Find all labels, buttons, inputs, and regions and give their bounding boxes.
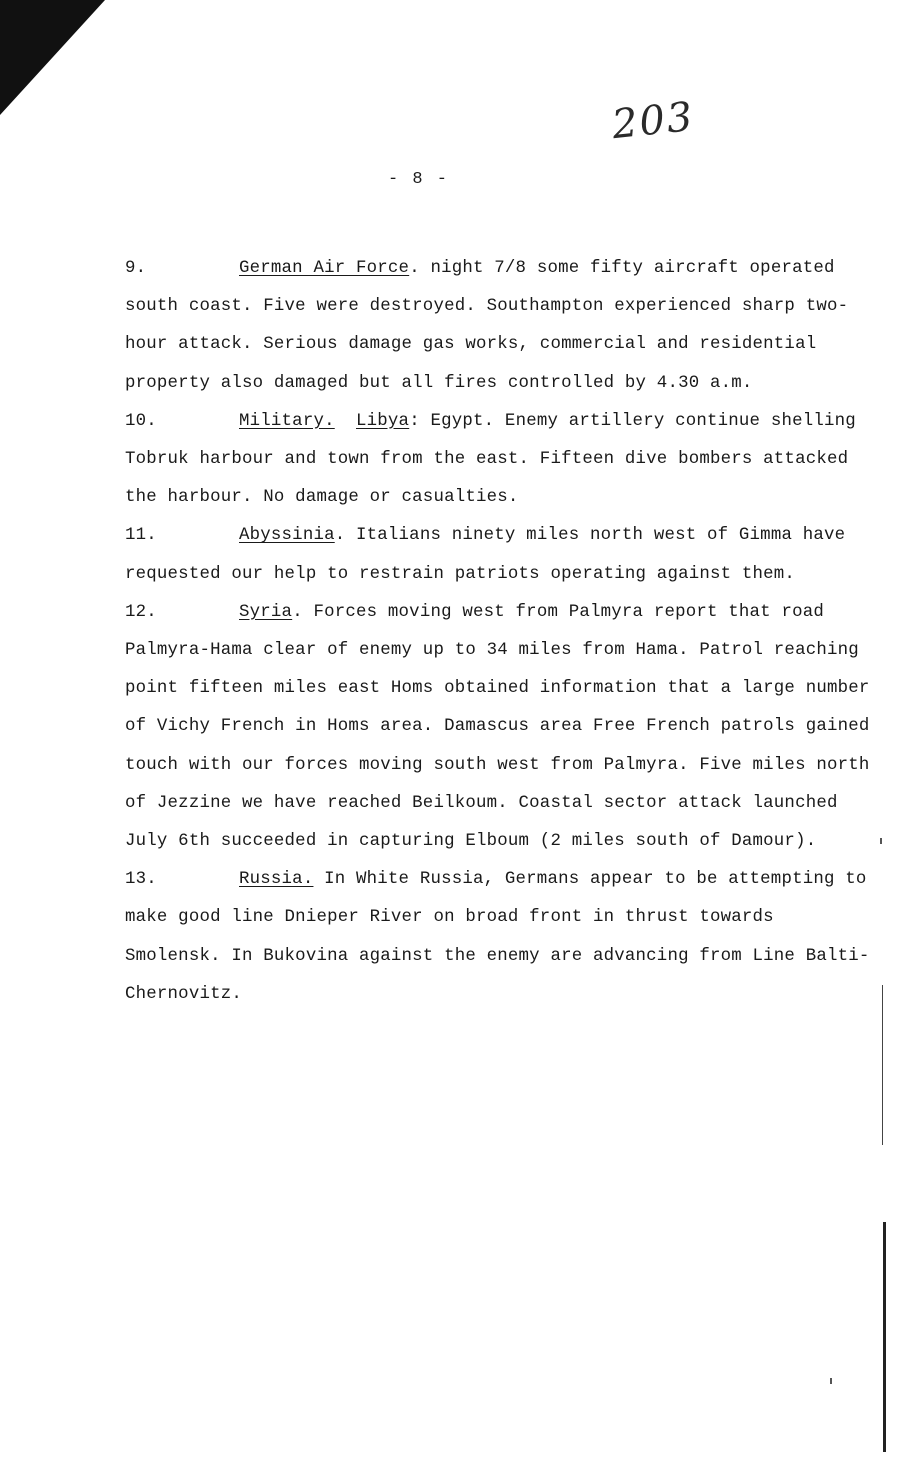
scan-speck: [830, 1378, 832, 1384]
scan-margin-line: [883, 1222, 886, 1452]
paragraph-text: . night 7/8 some fifty aircraft operated south coast. Five were destroyed. Southampton experienced sharp two-hour attack. Serious damage gas works, commercial and residential property also damaged but all fires controlled by 4.30 a.m.: [125, 259, 849, 393]
paragraph-heading: Syria: [239, 602, 293, 622]
scan-speck: [880, 838, 882, 844]
paragraph-10: [125, 403, 870, 518]
page-number: - 8 -: [388, 170, 450, 189]
paragraph-text: : Egypt. Enemy artillery continue shelling Tobruk harbour and town from the east. Fifteen dive bombers attacked the harbour. No damage or casualties.: [125, 411, 856, 508]
paragraph-heading: Abyssinia: [239, 526, 335, 546]
paragraph-13: [125, 861, 870, 1014]
paragraph-number: 12.: [125, 602, 157, 622]
handwritten-note: 203: [609, 93, 697, 149]
paragraph-heading: German Air Force: [239, 259, 410, 278]
paragraph-text: . Forces moving west from Palmyra report that road Palmyra-Hama clear of enemy up to 34 miles from Hama. Patrol reaching point fifteen miles east Homs obtained information that a large number of Vichy French in Homs area. Damascus area Free French patrols gained touch with our forces moving south west from Palmyra. Five miles north of Jezzine we have reached Beilkoum. Coastal sector attack launched July 6th succeeded in capturing Elboum (2 miles south of Damour).: [125, 602, 870, 852]
paragraph-text: In White Russia, Germans appear to be attempting to make good line Dnieper River on broad front in thrust towards Smolensk. In Bukovina against the enemy are advancing from Line Balti-Chernovitz.: [125, 870, 870, 1004]
paragraph-number: 10.: [125, 411, 157, 431]
scan-margin-line: [882, 985, 883, 1145]
document-body: [125, 250, 870, 1014]
paragraph-subheading: Libya: [356, 411, 410, 431]
paragraph-number: 11.: [125, 526, 157, 546]
paragraph-text: . Italians ninety miles north west of Gimma have requested our help to restrain patriots operating against them.: [125, 526, 846, 584]
paragraph-12: [125, 594, 870, 861]
corner-fold-mark: [0, 0, 105, 115]
paragraph-heading: Russia.: [239, 870, 314, 890]
paragraph-9: [125, 250, 870, 403]
paragraph-heading: Military.: [239, 411, 335, 431]
paragraph-number: 13.: [125, 870, 157, 890]
paragraph-11: [125, 517, 870, 593]
paragraph-number: 9.: [125, 259, 147, 278]
